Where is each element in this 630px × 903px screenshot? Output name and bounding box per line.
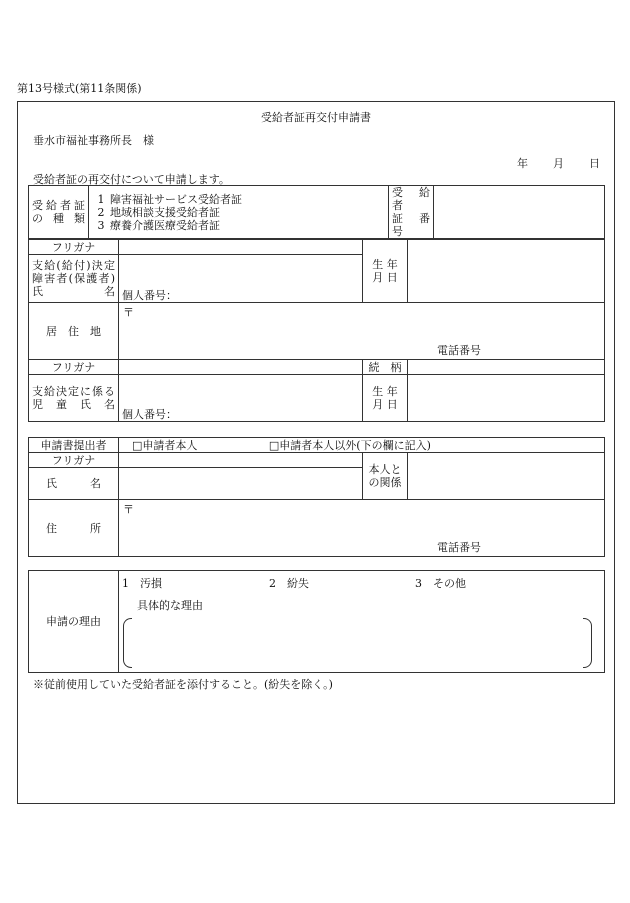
recipient-furigana-label: フリガナ (29, 240, 119, 255)
cert-option-3[interactable]: 3 療養介護医療受給者証 (97, 218, 220, 232)
submitter-other-checkbox[interactable]: □申請者本人以外(下の欄に記入) (268, 438, 431, 452)
cert-number-field[interactable] (434, 186, 605, 239)
reason-label: 申請の理由 (29, 571, 119, 673)
child-birth-field[interactable] (408, 375, 605, 422)
reason-option-2[interactable]: 2 紛失 (269, 577, 309, 590)
form-number: 第13号様式(第11条関係) (17, 82, 142, 95)
submitter-label: 申請書提出者 (29, 438, 119, 453)
cert-option-2[interactable]: 2 地域相談支援受給者証 (97, 205, 220, 219)
cert-type-table (28, 185, 605, 239)
reason-detail-input[interactable] (134, 620, 580, 664)
intro-text: 受給者証の再交付について申請します。 (33, 173, 230, 186)
child-my-number-label: 個人番号： (122, 408, 177, 421)
recipient-birth-label: 生 年 月 日 (363, 240, 408, 303)
addressee: 垂水市福祉事務所長 様 (33, 134, 154, 147)
submitter-options (119, 438, 605, 453)
recipient-furigana-field[interactable] (119, 240, 363, 255)
reason-right-bracket (583, 618, 592, 668)
date-year: 年 (517, 157, 528, 170)
recipient-name-label: 支給(給付)決定 障害者(保護者) 氏 名 (29, 255, 119, 303)
child-birth-label: 生 年 月 日 (363, 375, 408, 422)
reason-left-bracket (123, 618, 132, 668)
child-name-label: 支給決定に係る 児 童 氏 名 (29, 375, 119, 422)
postal-mark: 〒 (123, 306, 134, 319)
submitter-postal-mark: 〒 (123, 503, 134, 516)
submitter-table (28, 437, 605, 557)
child-relation-field[interactable] (408, 360, 605, 375)
recipient-birth-field[interactable] (408, 240, 605, 303)
submitter-self-checkbox[interactable]: □申請者本人 (132, 438, 198, 452)
reason-detail-label: 具体的な理由 (137, 599, 203, 612)
cert-option-1[interactable]: 1 障害福祉サービス受給者証 (97, 192, 242, 206)
submitter-address-label: 住 所 (29, 500, 119, 557)
footnote: ※従前使用していた受給者証を添付すること。(紛失を除く。) (33, 678, 333, 691)
submitter-phone-label: 電話番号 (437, 541, 481, 554)
cert-type-label: 受給者証 の 種 類 (29, 186, 89, 239)
recipient-my-number-label: 個人番号： (122, 289, 177, 302)
recipient-table (28, 239, 605, 422)
child-name-field[interactable] (119, 375, 363, 422)
recipient-address-field[interactable] (119, 303, 605, 360)
cert-type-options (89, 186, 389, 239)
reason-option-3[interactable]: 3 その他 (415, 577, 466, 590)
child-relation-label: 続 柄 (363, 360, 408, 375)
recipient-phone-label: 電話番号 (437, 344, 481, 357)
submitter-furigana-label: フリガナ (29, 453, 119, 468)
date-day: 日 (589, 157, 600, 170)
reason-option-1[interactable]: 1 汚損 (122, 577, 162, 590)
recipient-address-label: 居 住 地 (29, 303, 119, 360)
submitter-name-label: 氏 名 (29, 468, 119, 500)
submitter-name-field[interactable] (119, 468, 363, 500)
submitter-furigana-field[interactable] (119, 453, 363, 468)
child-furigana-label: フリガナ (29, 360, 119, 375)
submitter-relation-field[interactable] (408, 453, 605, 500)
recipient-name-field[interactable] (119, 255, 363, 303)
date-month: 月 (553, 157, 564, 170)
submitter-address-field[interactable] (119, 500, 605, 557)
form-title: 受給者証再交付申請書 (261, 111, 371, 124)
submitter-relation-label: 本人と の関係 (363, 453, 408, 500)
child-furigana-field[interactable] (119, 360, 363, 375)
cert-number-label: 受 給 者 証 番 号 (389, 186, 434, 239)
